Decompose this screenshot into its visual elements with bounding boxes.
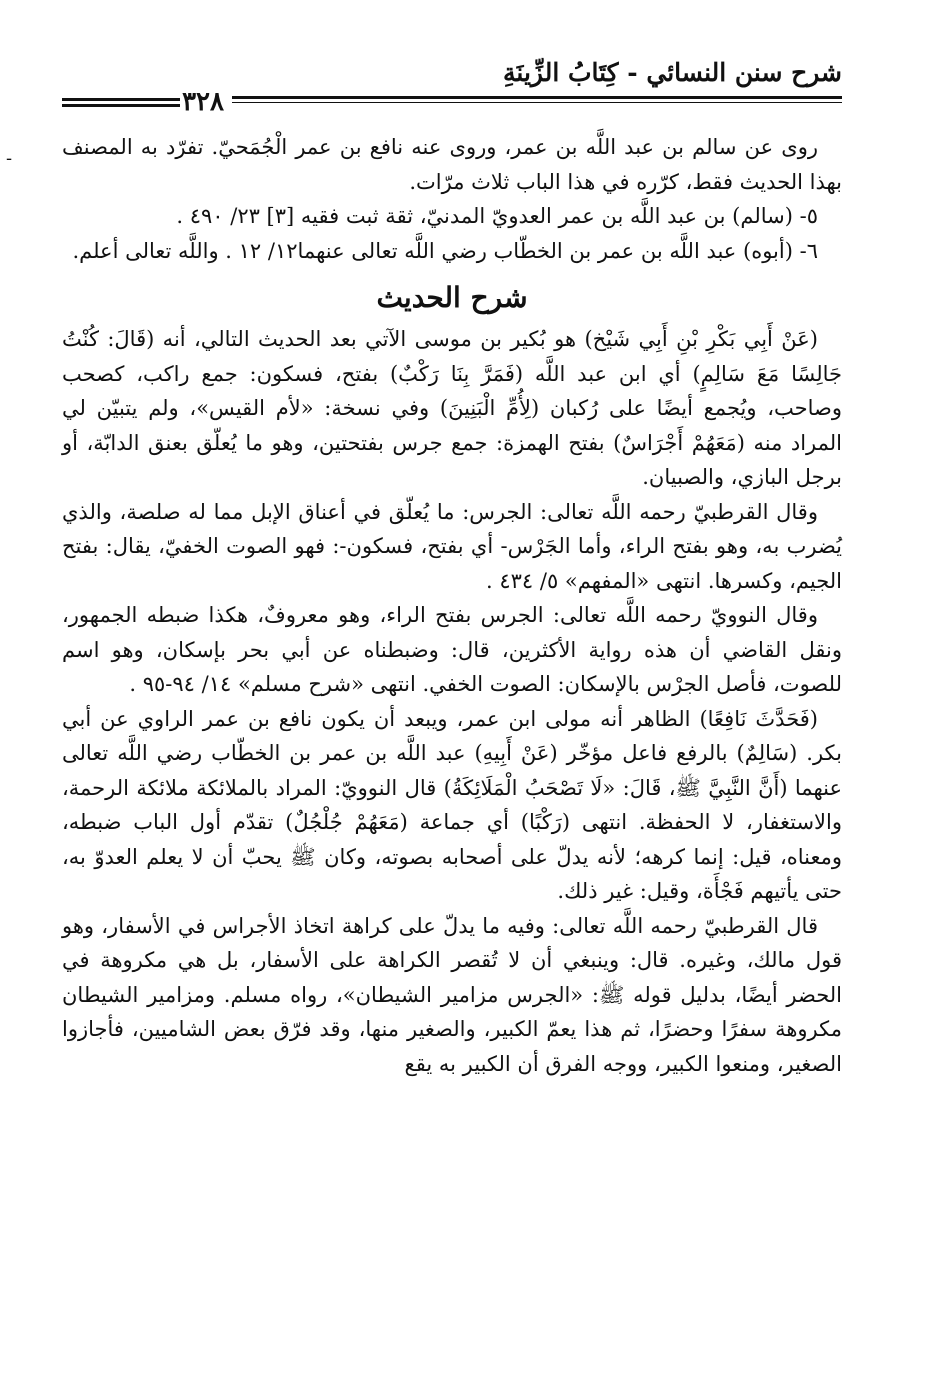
narrator-paragraph: ٦- (أبوه) عبد اللَّه بن عمر بن الخطّاب رضي اللَّه تعالى عنهما١٢/ ١٢ . واللَّه تعالى أعلم. xyxy=(72,238,818,263)
page-number-lines xyxy=(62,95,180,110)
commentary-paragraph: وقال القرطبيّ رحمه اللَّه تعالى: الجرس: ما يُعلّق في أعناق الإبل مما له صلصة، والذي يُضرب به، وهو بفتح الراء، وأما الجَرْس- أي بفتح، فسكون-: فهو الصوت الخفيّ، يقال: بفتح الجيم، وكسرها. انتهى «المفهم» ٥/ ٤٣٤ . xyxy=(62,499,842,593)
commentary-paragraph: وقال النوويّ رحمه اللَّه تعالى: الجرس بفتح الراء، وهو معروفٌ، هكذا ضبطه الجمهور، ونقل القاضي أن هذه رواية الأكثرين، قال: وضبطناه عن أبي بحر بإسكان، وهو اسم للصوت، فأصل الجرْس بالإسكان: الصوت الخفي. انتهى «شرح مسلم» ١٤/ ٩٤-٩٥ . xyxy=(62,603,842,696)
commentary-paragraph: (فَحَدَّثَ نَافِعًا) الظاهر أنه مولى ابن عمر، ويبعد أن يكون نافع بن عمر الراوي عن أبي بكر. (سَالِمٌ) بالرفع فاعل مؤخّر (عَنْ أَبِيهِ) عبد اللَّه بن عمر بن الخطّاب رضي اللَّه تعالى عنهما (أَنَّ النَّبِيَّ ﷺ، قَالَ: «لَا تَصْحَبُ الْمَلَائِكَةُ) قال النوويّ: المراد بالملائكة ملائكة الرحمة، والاستغفار، لا الحفظة. انتهى (رَكْبًا) أي جماعة (مَعَهُمْ جُلْجُلٌ) تقدّم أول الباب ضبطه، ومعناه، قيل: إنما كرهه؛ لأنه يدلّ على أصحابه بصوته، وكان ﷺ يحبّ أن لا يعلم العدوّ به، حتى يأتيهم فَجْأَة، وقيل: غير ذلك. xyxy=(62,706,842,903)
page-body xyxy=(62,130,842,1081)
book-page xyxy=(62,52,842,1076)
narrator-paragraph: ٥- (سالم) بن عبد اللَّه بن عمر العدويّ المدنيّ، ثقة ثبت فقيه [٣] ٢٣/ ٤٩٠ . xyxy=(176,204,818,228)
commentary-paragraph: (عَنْ أَبِي بَكْرِ بْنِ أَبِي شَيْخ) هو بُكير بن موسى الآتي بعد الحديث التالي، أنه (قَالَ: كُنْتُ جَالِسًا مَعَ سَالِمٍ) أي ابن عبد اللَّه (فَمَرَّ بِنَا رَكْبٌ) بفتح، فسكون: جمع راكب، كصحب وصاحب، ويُجمع أيضًا على رُكبان (لِأُمِّ الْبَنِينَ) وفي نسخة: «لأم القيس»، ولم يتبيّن لي المراد منه (مَعَهُمْ أَجْرَاسٌ) بفتح الهمزة: جمع جرس بفتحتين، وهو ما يُعلّق بعنق الدابّة، أو برجل البازي، والصبيان. xyxy=(62,327,842,489)
narrator-paragraph: روى عن سالم بن عبد اللَّه بن عمر، وروى عنه نافع بن عمر الْجُمَحيّ. تفرّد به المصنف بهذا الحديث فقط، كرّره في هذا الباب ثلاث مرّات. xyxy=(62,135,842,194)
margin-mark: - xyxy=(6,148,13,169)
page-number-block xyxy=(62,87,232,117)
running-title: شرح سنن النسائي - كِتَابُ الزِّينَةِ xyxy=(503,58,842,87)
page-header xyxy=(62,52,842,117)
page-number: ٣٢٨ xyxy=(180,87,232,117)
commentary-paragraph: قال القرطبيّ رحمه اللَّه تعالى: وفيه ما يدلّ على كراهة اتخاذ الأجراس في الأسفار، وهو قول مالك، وغيره. قال: وينبغي أن لا تُقصر الكراهة على الأسفار، بل هي مكروهة في الحضر أيضًا، بدليل قوله ﷺ: «الجرس مزامير الشيطان»، رواه مسلم. ومزامير الشيطان مكروهة سفرًا وحضرًا، ثم هذا يعمّ الكبير، والصغير منها، وقد فرّق بعض الشاميين، فأجازوا الصغير، ومنعوا الكبير، ووجه الفرق أن الكبير به يقع xyxy=(62,913,842,1076)
section-title: شرح الحديث xyxy=(376,281,528,314)
